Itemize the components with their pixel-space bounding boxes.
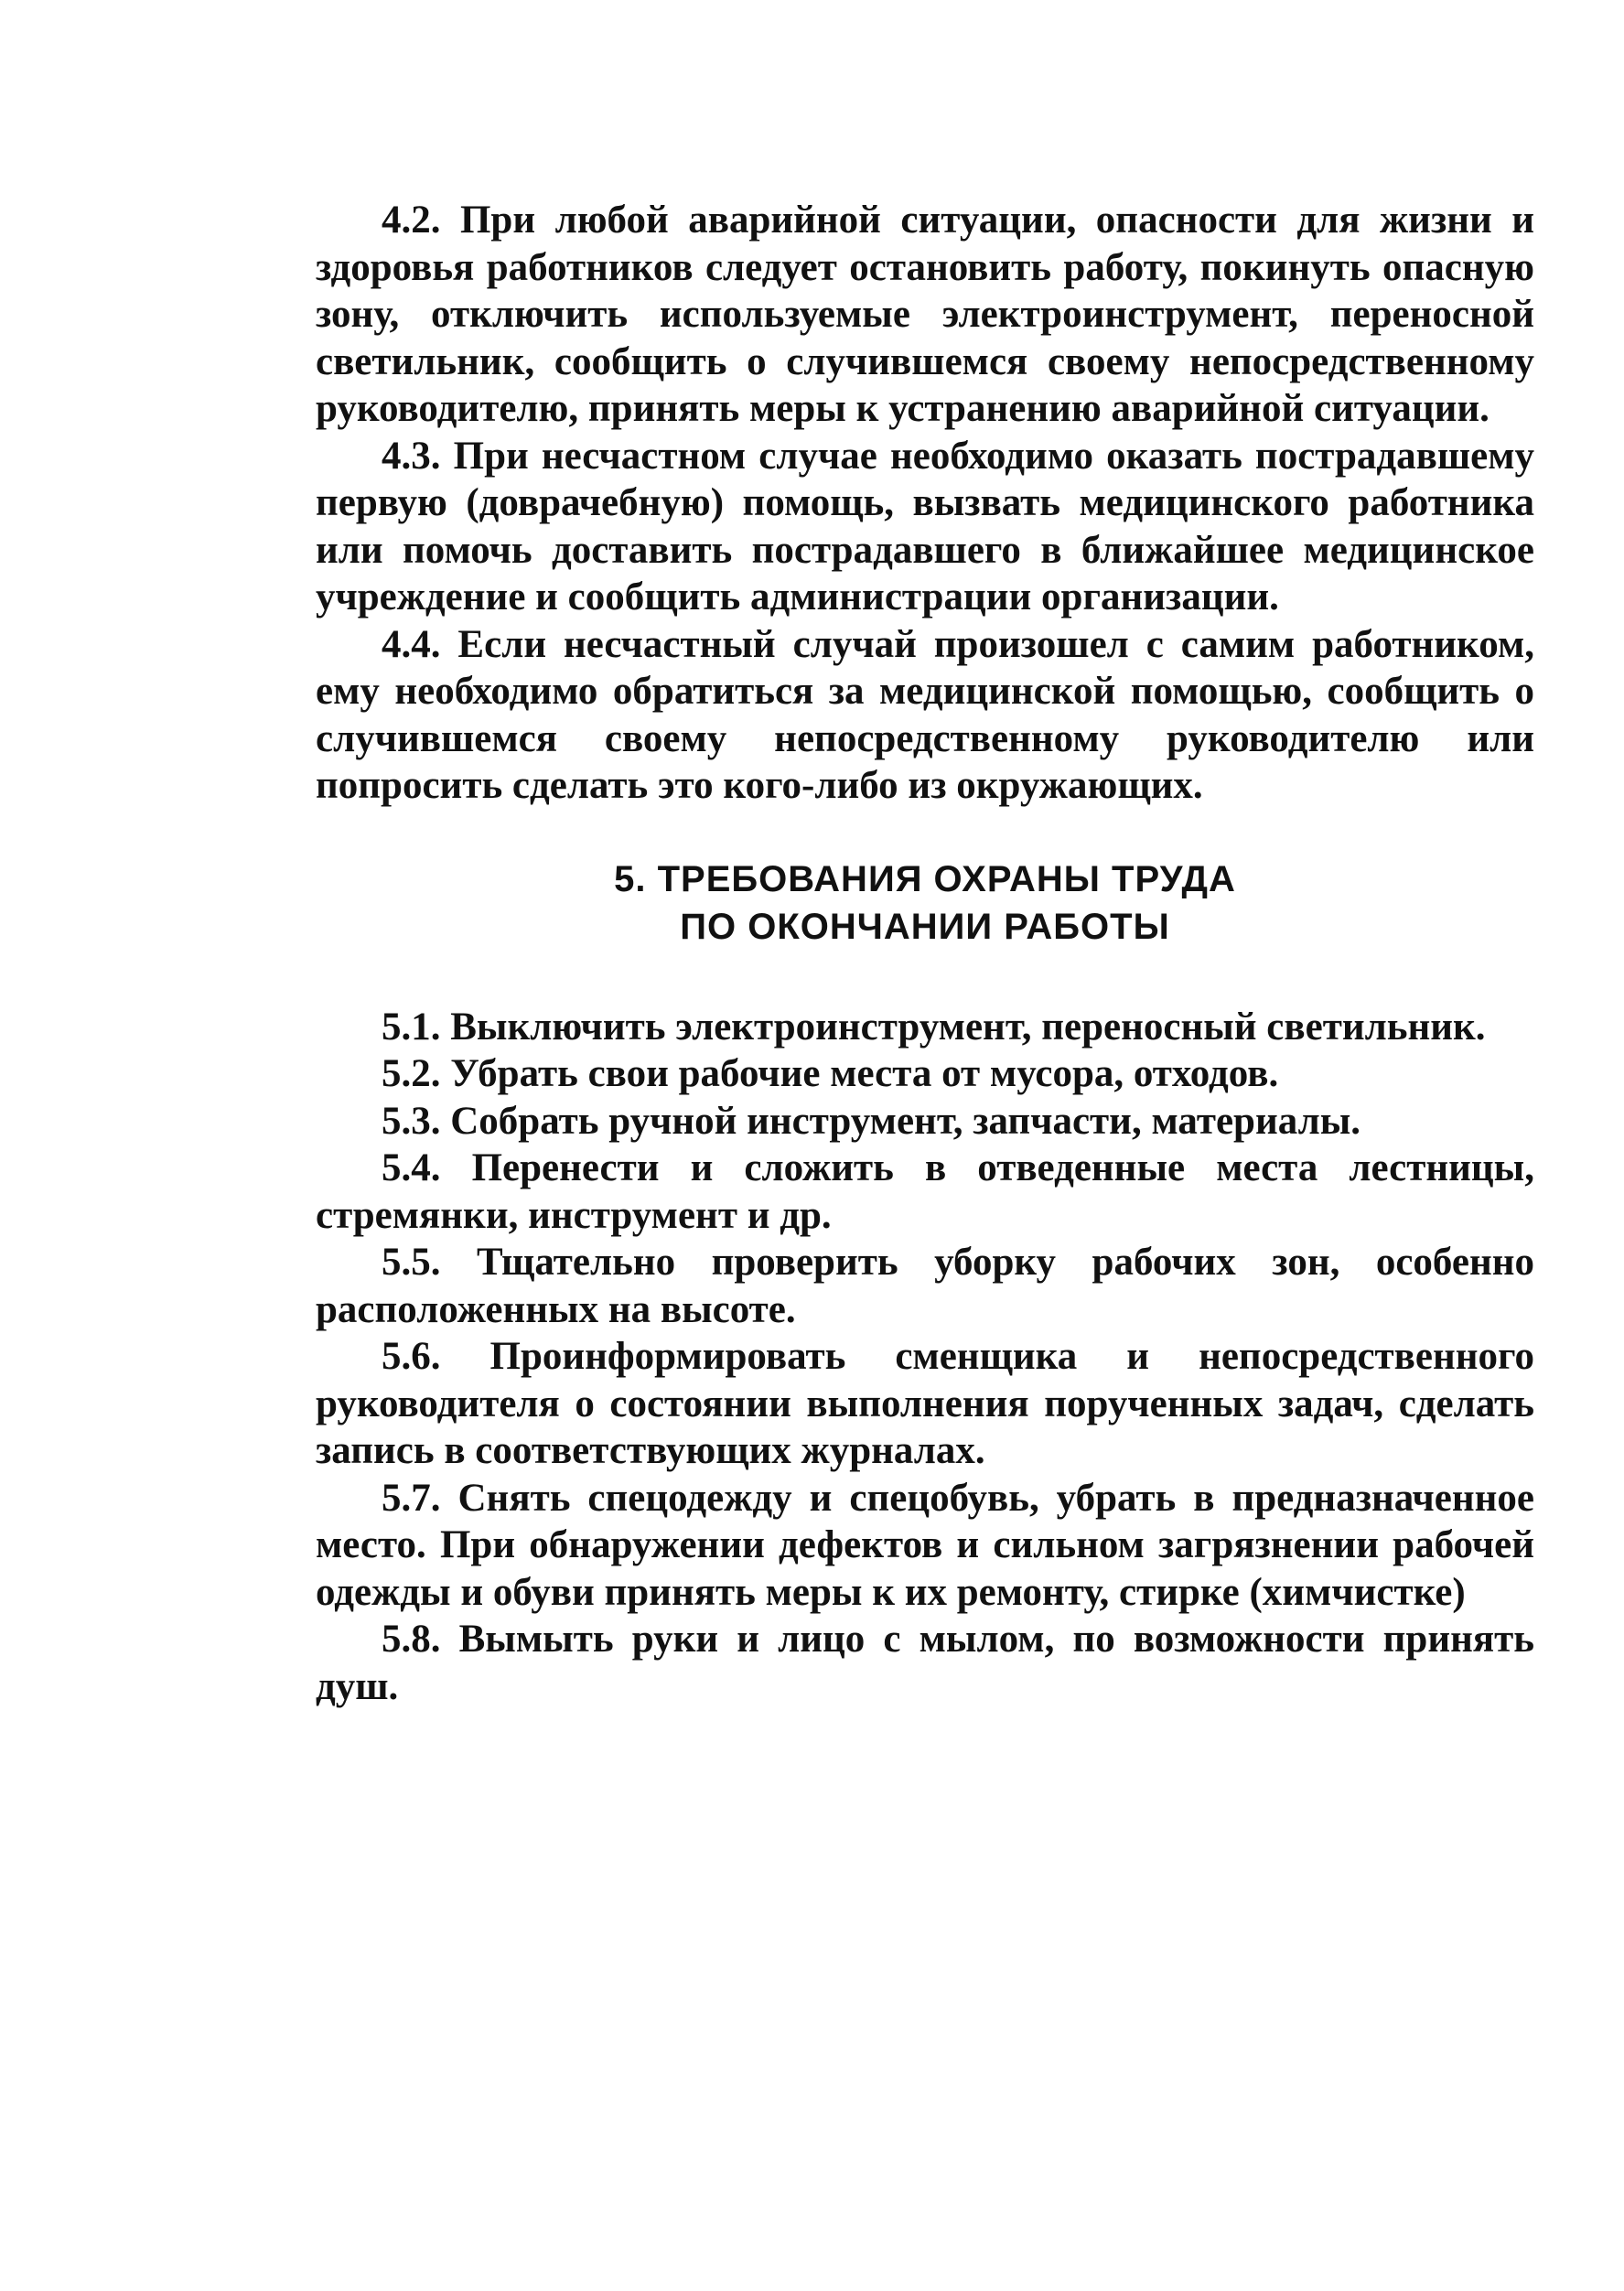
item-number: 5.3. [382,1099,441,1143]
paragraph-5-5 [316,1239,1534,1333]
item-number: 5.2. [382,1052,441,1095]
item-text: Тщательно проверить уборку рабочих зон, особенно расположенных на высоте. [316,1241,1535,1331]
paragraph-5-8 [316,1616,1534,1710]
item-number: 5.5. [382,1241,441,1284]
item-number: 4.2. [382,199,441,242]
item-text: Если несчастный случай произошел с самим работником, ему необходимо обратиться за медицинской помощью, сообщить о случившемся своему непосредственному руководителю или попросить сделать это кого-либо из окружающих. [316,622,1534,807]
section-5-heading-line-2: ПО ОКОНЧАНИИ РАБОТЫ [680,906,1170,947]
item-number: 4.3. [382,434,441,478]
paragraph-5-1 [316,1004,1534,1051]
paragraph-5-4 [316,1145,1534,1239]
section-5-heading-line-1: 5. ТРЕБОВАНИЯ ОХРАНЫ ТРУДА [614,858,1236,899]
item-number: 5.8. [382,1618,441,1661]
paragraph-5-2 [316,1050,1534,1098]
item-number: 5.7. [382,1476,441,1520]
paragraph-4-3 [316,433,1534,621]
section-5-heading [316,855,1534,951]
document-page [316,197,1534,1710]
paragraph-4-2 [316,197,1534,433]
item-number: 5.1. [382,1005,441,1049]
item-text: Выключить электроинструмент, переносный светильник. [450,1005,1486,1049]
item-text: При любой аварийной ситуации, опасности для жизни и здоровья работников следует остановить работу, покинуть опасную зону, отключить используемые электроинструмент, переносной светильник, сообщить о случившемся своему непосредственному руководителю, принять меры к устранению аварийной ситуации. [316,199,1535,430]
item-text: Снять спецодежду и спецобувь, убрать в предназначенное место. При обнаружении дефектов и сильном загрязнении рабочей одежды и обуви принять меры к их ремонту, стирке (химчистке) [316,1476,1534,1614]
item-text: Вымыть руки и лицо с мылом, по возможности принять душ. [316,1618,1535,1708]
item-text: При несчастном случае необходимо оказать пострадавшему первую (доврачебную) помощь, вызвать медицинского работника или помочь доставить пострадавшего в ближайшее медицинское учреждение и сообщить администрации организации. [316,434,1535,618]
item-text: Проинформировать сменщика и непосредственного руководителя о состоянии выполнения порученных задач, сделать запись в соответствующих журналах. [316,1335,1534,1472]
item-text: Собрать ручной инструмент, запчасти, материалы. [450,1099,1361,1143]
item-number: 5.6. [382,1335,441,1378]
item-text: Перенести и сложить в отведенные места лестницы, стремянки, инструмент и др. [316,1146,1535,1237]
item-number: 4.4. [382,622,441,666]
item-text: Убрать свои рабочие места от мусора, отходов. [450,1052,1279,1095]
paragraph-5-7 [316,1475,1534,1617]
paragraph-4-4 [316,621,1534,810]
paragraph-5-6 [316,1333,1534,1475]
item-number: 5.4. [382,1146,441,1189]
paragraph-5-3 [316,1098,1534,1146]
